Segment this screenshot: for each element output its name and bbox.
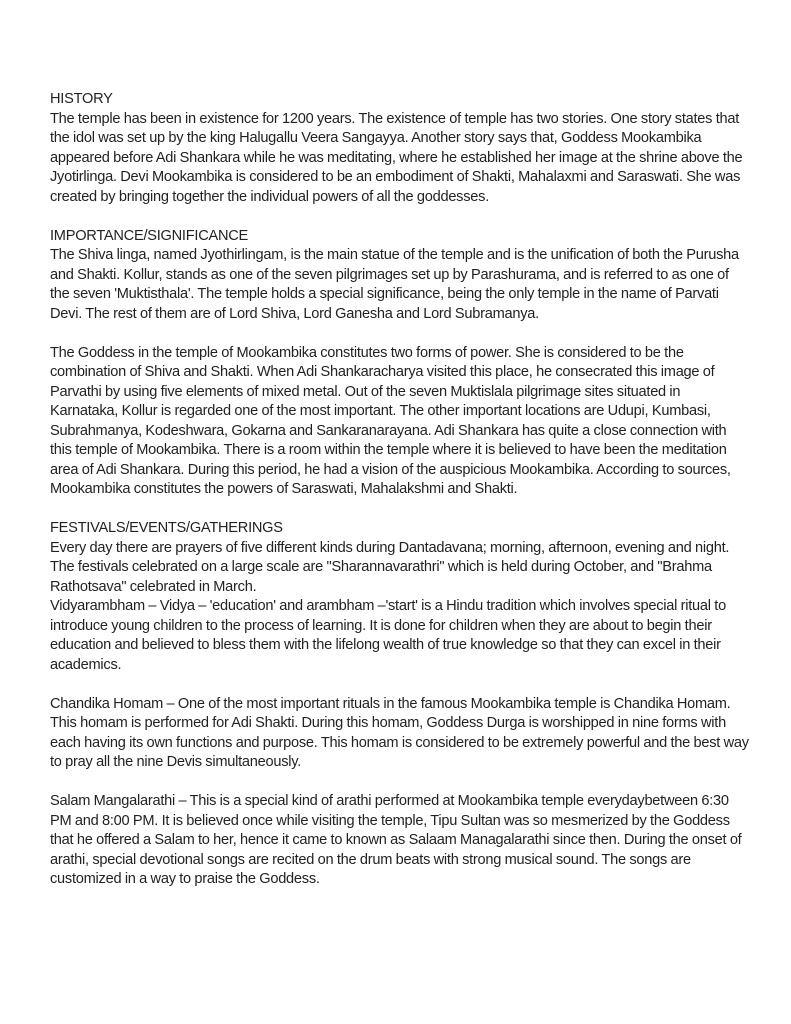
spacer bbox=[50, 773, 750, 793]
section-festivals bbox=[50, 519, 750, 890]
section-heading-history: HISTORY bbox=[50, 91, 113, 107]
section-history bbox=[50, 90, 750, 207]
festivals-paragraph-chandika-homam: Chandika Homam – One of the most important rituals in the famous Mookambika temple is Chandika Homam. This homam is performed for Adi Shakti. During this homam, Goddess Durga is worshipped in nine forms with each having its own functions and purpose. This homam is considered to be extremely powerful and the best way to pray all the nine Devis simultaneously. bbox=[50, 695, 749, 770]
festivals-paragraph-salam-mangalarathi: Salam Mangalarathi – This is a special kind of arathi performed at Mookambika temple everydaybetween 6:30 PM and 8:00 PM. It is believed once while visiting the temple, Tipu Sultan was so mesmerized by the Goddess that he offered a Salam to her, hence it came to known as Salaam Managalarathi since then. During the onset of arathi, special devotional songs are recited on the drum beats with strong musical sound. The songs are customized in a way to praise the Goddess. bbox=[50, 793, 742, 887]
section-heading-importance: IMPORTANCE/SIGNIFICANCE bbox=[50, 227, 249, 244]
spacer bbox=[50, 207, 750, 227]
section-heading-festivals: FESTIVALS/EVENTS/GATHERINGS bbox=[50, 520, 283, 536]
importance-paragraph-1: The Shiva linga, named Jyothirlingam, is the main statue of the temple and is the unification of both the Purusha and Shakti. Kollur, stands as one of the seven pilgrimages set up by Parashurama, and is referred to as one of the seven 'Muktisthala'. The temple holds a special significance, being the only temple in the name of Parvati Devi. The rest of them are of Lord Shiva, Lord Ganesha and Lord Subramanya. bbox=[50, 247, 739, 322]
document-page bbox=[50, 90, 750, 890]
section-importance bbox=[50, 227, 750, 500]
importance-paragraph-2: The Goddess in the temple of Mookambika constitutes two forms of power. She is considered to be the combination of Shiva and Shakti. When Adi Shankaracharya visited this place, he consecrated this image of Parvathi by using five elements of mixed metal. Out of the seven Muktislala pilgrimage sites situated in Karnataka, Kollur is regarded one of the most important. The other important locations are Udupi, Kumbasi, Subrahmanya, Kodeshwara, Gokarna and Sankaranarayana. Adi Shankara has quite a close connection with this temple of Mookambika. There is a room within the temple where it is believed to have been the meditation area of Adi Shankara. During this period, he had a vision of the auspicious Mookambika. According to sources, Mookambika constitutes the powers of Saraswati, Mahalakshmi and Shakti. bbox=[50, 344, 731, 497]
festivals-paragraph-vidyarambham: Vidyarambham – Vidya – 'education' and arambham –'start' is a Hindu tradition which involves special ritual to introduce young children to the process of learning. It is done for children when they are about to begin their education and believed to bless them with the lifelong wealth of true knowledge so that they can excel in their academics. bbox=[50, 598, 726, 673]
spacer bbox=[50, 500, 750, 520]
spacer bbox=[50, 324, 750, 344]
festivals-paragraph-daily-prayers: Every day there are prayers of five different kinds during Dantadavana; morning, afternoon, evening and night. The festivals celebrated on a large scale are "Sharannavarathri" which is held during October, and "Brahma Rathotsava" celebrated in March. bbox=[50, 539, 730, 595]
history-paragraph-1: The temple has been in existence for 1200 years. The existence of temple has two stories. One story states that the idol was set up by the king Halugallu Veera Sangayya. Another story says that, Goddess Mookambika appeared before Adi Shankara while he was meditating, where he established her image at the shrine above the Jyotirlinga. Devi Mookambika is considered to be an embodiment of Shakti, Mahalaxmi and Saraswati. She was created by bringing together the individual powers of all the goddesses. bbox=[50, 110, 743, 205]
spacer bbox=[50, 675, 750, 695]
